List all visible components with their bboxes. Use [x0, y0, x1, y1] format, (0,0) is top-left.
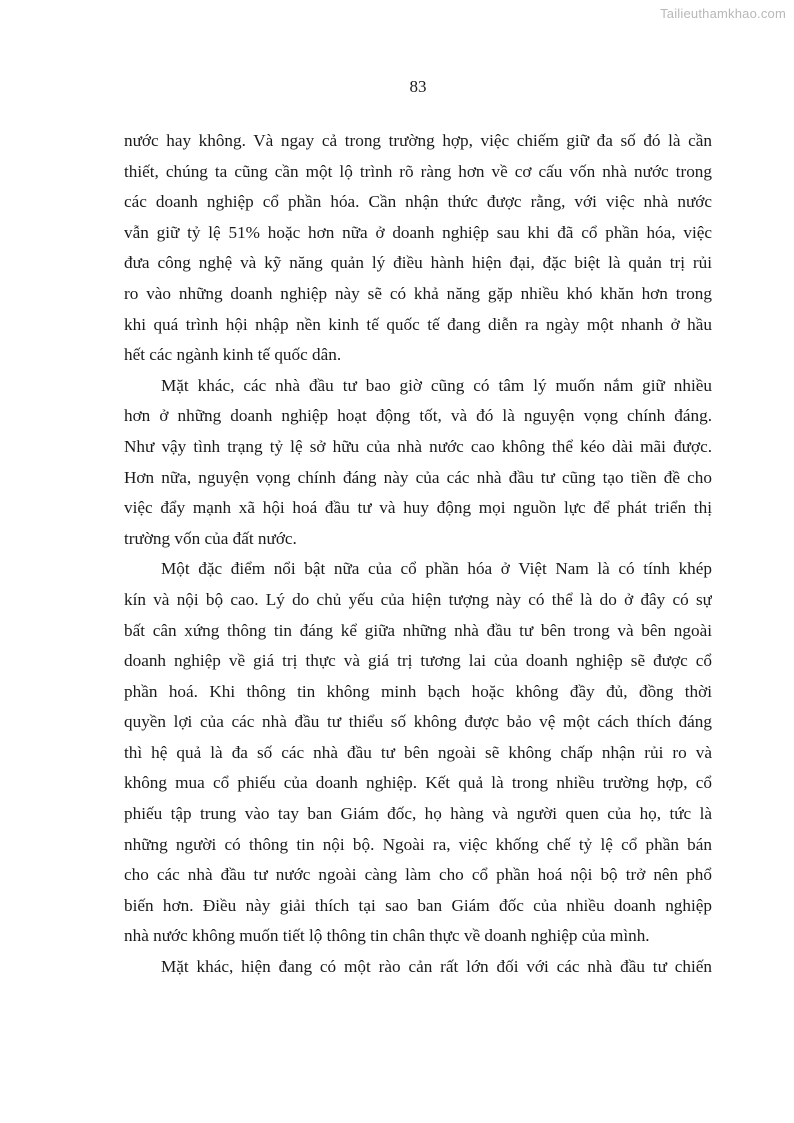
text-line: cho các nhà đầu tư nước ngoài càng làm cho cổ phần hoá nội bộ trở nên phổ	[124, 865, 712, 885]
text-line: nhà nước không muốn tiết lộ thông tin chân thực về doanh nghiệp của mình.	[124, 926, 650, 946]
text-line: các doanh nghiệp cổ phần hóa. Cần nhận thức được rằng, với việc nhà nước	[124, 192, 712, 212]
text-line: thì hệ quả là đa số các nhà đầu tư bên ngoài sẽ không chấp nhận rủi ro và	[124, 742, 712, 762]
text-line: phiếu tập trung vào tay ban Giám đốc, họ hàng và người quen của họ, tức là	[124, 804, 712, 824]
watermark: Tailieuthamkhao.com	[660, 6, 786, 21]
text-line: biến hơn. Điều này giải thích tại sao ban Giám đốc của nhiều doanh nghiệp	[124, 895, 712, 915]
text-line: quyền lợi của các nhà đầu tư thiểu số không được bảo vệ một cách thích đáng	[124, 712, 712, 732]
body-text	[124, 126, 712, 983]
text-line: những người có thông tin nội bộ. Ngoài ra, việc khống chế tỷ lệ cổ phần bán	[124, 834, 712, 854]
text-line: bất cân xứng thông tin đáng kể giữa những nhà đầu tư bên trong và bên ngoài	[124, 620, 712, 640]
text-line: doanh nghiệp về giá trị thực và giá trị tương lai của doanh nghiệp sẽ được cổ	[124, 651, 712, 671]
text-line: Mặt khác, các nhà đầu tư bao giờ cũng có tâm lý muốn nắm giữ nhiều	[161, 375, 712, 395]
text-line: khi quá trình hội nhập nền kinh tế quốc tế đang diễn ra ngày một nhanh ở hầu	[124, 314, 712, 334]
text-line: hơn ở những doanh nghiệp hoạt động tốt, và đó là nguyện vọng chính đáng.	[124, 406, 712, 426]
text-line: Hơn nữa, nguyện vọng chính đáng này của các nhà đầu tư cũng tạo tiền đề cho	[124, 467, 712, 487]
text-line: ro vào những doanh nghiệp này sẽ có khả năng gặp nhiều khó khăn hơn trong	[124, 283, 712, 303]
text-line: nước hay không. Và ngay cả trong trường hợp, việc chiếm giữ đa số đó là cần	[124, 131, 712, 150]
text-line: không mua cổ phiếu của doanh nghiệp. Kết quả là trong nhiều trường hợp, cổ	[124, 773, 712, 793]
text-line: Như vậy tình trạng tỷ lệ sở hữu của nhà nước cao không thể kéo dài mãi được.	[124, 436, 712, 456]
text-line: hết các ngành kinh tế quốc dân.	[124, 345, 342, 365]
text-line: Mặt khác, hiện đang có một rào cản rất lớn đối với các nhà đầu tư chiến	[161, 957, 712, 977]
text-line: phần hoá. Khi thông tin không minh bạch hoặc không đầy đủ, đồng thời	[124, 681, 712, 701]
text-line: kín và nội bộ cao. Lý do chủ yếu của hiện tượng này có thể là do ở đây có sự	[124, 589, 712, 609]
text-line: vẫn giữ tỷ lệ 51% hoặc hơn nữa ở doanh nghiệp sau khi đã cổ phần hóa, việc	[124, 222, 712, 242]
text-line: việc đẩy mạnh xã hội hoá đầu tư và huy động mọi nguồn lực để phát triển thị	[124, 498, 712, 518]
text-line: trường vốn của đất nước.	[124, 528, 297, 548]
page-number: 83	[409, 77, 427, 96]
text-line: đưa công nghệ và kỹ năng quản lý điều hành hiện đại, đặc biệt là quản trị rủi	[124, 253, 712, 273]
text-line: Một đặc điểm nổi bật nữa của cổ phần hóa ở Việt Nam là có tính khép	[161, 559, 712, 579]
text-line: thiết, chúng ta cũng cần một lộ trình rõ ràng hơn về cơ cấu vốn nhà nước trong	[124, 161, 712, 181]
